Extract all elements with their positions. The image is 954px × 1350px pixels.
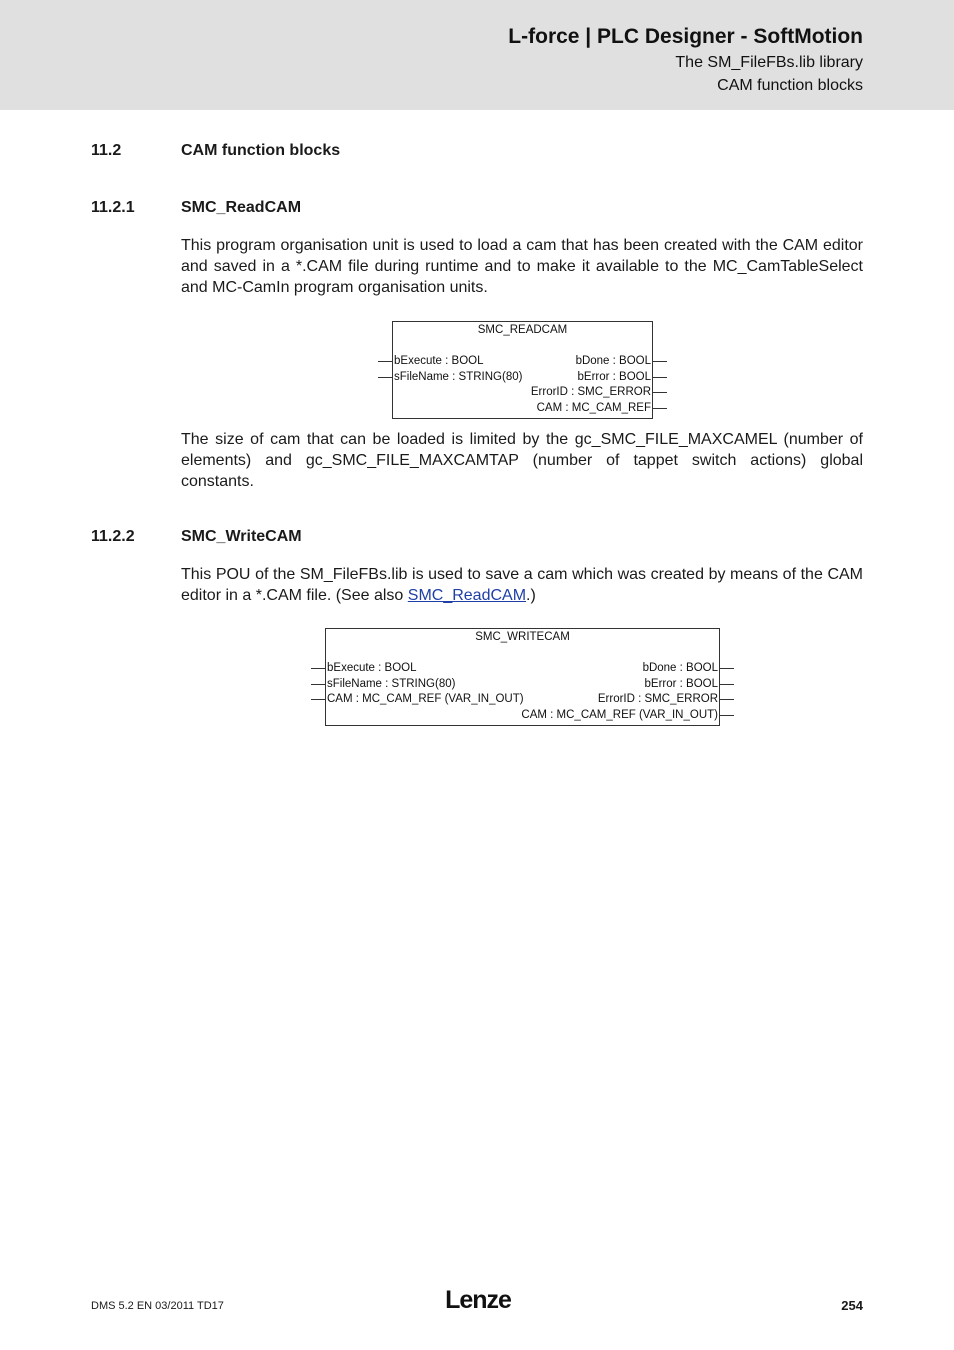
output-pin: bError : BOOL bbox=[644, 678, 718, 690]
writecam-intro-text: This POU of the SM_FileFBs.lib is used to save a cam which was created by means of the CAM editor in a *.CAM file. (See also bbox=[181, 566, 863, 604]
output-pin: CAM : MC_CAM_REF (VAR_IN_OUT) bbox=[521, 709, 718, 721]
header-subtitle-library: The SM_FileFBs.lib library bbox=[675, 54, 863, 71]
output-pin: CAM : MC_CAM_REF bbox=[536, 402, 651, 414]
subsection-number: 11.2.2 bbox=[91, 528, 135, 545]
smc-readcam-block-diagram bbox=[392, 321, 653, 419]
input-pin: bExecute : BOOL bbox=[327, 662, 417, 674]
subsection-title: SMC_ReadCAM bbox=[181, 199, 302, 216]
readcam-intro-paragraph: This program organisation unit is used to load a cam that has been created with the CAM editor and saved in a *.CAM file during runtime and to make it available to the MC_CamTableSelect and MC-CamIn program organisation units. bbox=[181, 237, 863, 296]
writecam-intro-end: .) bbox=[526, 587, 536, 604]
page-number: 254 bbox=[841, 1298, 863, 1313]
input-pin: sFileName : STRING(80) bbox=[394, 371, 523, 383]
input-pin: bExecute : BOOL bbox=[394, 355, 484, 367]
page-header bbox=[0, 0, 954, 110]
output-pin: bDone : BOOL bbox=[575, 355, 651, 367]
smc-readcam-link[interactable]: SMC_ReadCAM bbox=[407, 587, 527, 604]
document-id: DMS 5.2 EN 03/2011 TD17 bbox=[91, 1300, 224, 1312]
readcam-size-note: The size of cam that can be loaded is limited by the gc_SMC_FILE_MAXCAMEL (number of elements) and gc_SMC_FILE_MAXCAMTAP (number of tappet switch actions) global constants. bbox=[181, 431, 863, 490]
output-pin: ErrorID : SMC_ERROR bbox=[530, 386, 651, 398]
subsection-number: 11.2.1 bbox=[91, 199, 135, 216]
subsection-title: SMC_WriteCAM bbox=[181, 528, 302, 545]
function-block-name: SMC_WRITECAM bbox=[475, 631, 570, 643]
input-pin: CAM : MC_CAM_REF (VAR_IN_OUT) bbox=[327, 693, 524, 705]
smc-writecam-block-diagram bbox=[325, 628, 720, 726]
header-title: L-force | PLC Designer - SoftMotion bbox=[508, 25, 863, 48]
section-title: CAM function blocks bbox=[181, 142, 341, 159]
header-subtitle-chapter: CAM function blocks bbox=[717, 77, 863, 94]
output-pin: bDone : BOOL bbox=[642, 662, 718, 674]
input-pin: sFileName : STRING(80) bbox=[327, 678, 456, 690]
output-pin: bError : BOOL bbox=[577, 371, 651, 383]
function-block-name: SMC_READCAM bbox=[477, 324, 568, 336]
output-pin: ErrorID : SMC_ERROR bbox=[597, 693, 718, 705]
section-number: 11.2 bbox=[91, 142, 122, 159]
writecam-intro-paragraph bbox=[181, 564, 863, 606]
lenze-logo bbox=[438, 1286, 518, 1314]
svg-text:Lenze: Lenze bbox=[445, 1286, 511, 1314]
